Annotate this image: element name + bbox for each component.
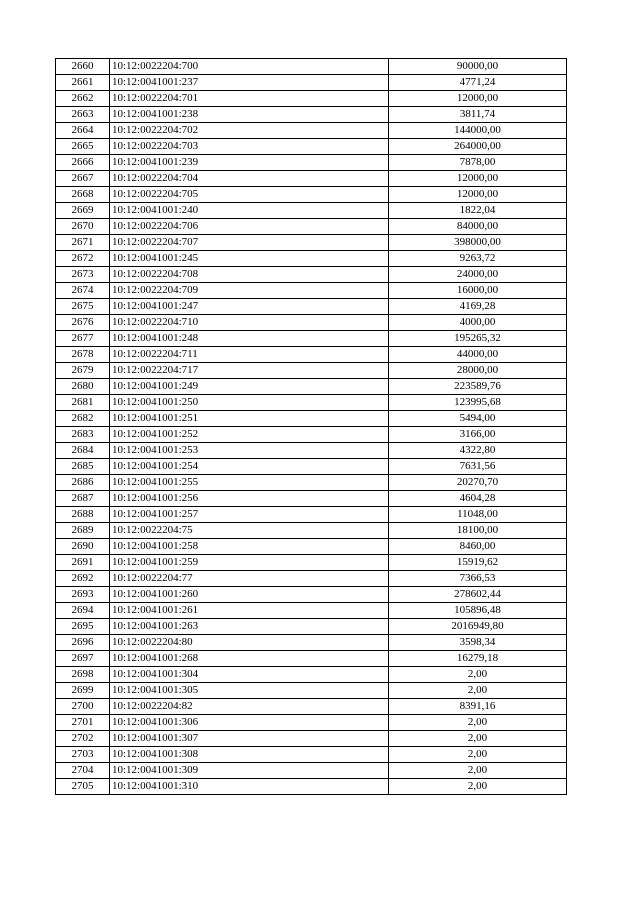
row-number-cell: 2680	[56, 379, 110, 395]
cadastral-number-cell: 10:12:0041001:259	[110, 555, 389, 571]
value-cell: 12000,00	[389, 171, 567, 187]
value-cell: 2,00	[389, 779, 567, 795]
row-number-cell: 2683	[56, 427, 110, 443]
row-number-cell: 2668	[56, 187, 110, 203]
cadastral-number-cell: 10:12:0041001:307	[110, 731, 389, 747]
cadastral-number-cell: 10:12:0041001:239	[110, 155, 389, 171]
cadastral-number-cell: 10:12:0022204:82	[110, 699, 389, 715]
table-row	[56, 507, 567, 523]
value-cell: 12000,00	[389, 91, 567, 107]
value-cell: 3598,34	[389, 635, 567, 651]
table-row	[56, 219, 567, 235]
value-cell: 195265,32	[389, 331, 567, 347]
row-number-cell: 2672	[56, 251, 110, 267]
table-row	[56, 155, 567, 171]
cadastral-number-cell: 10:12:0041001:251	[110, 411, 389, 427]
table-row	[56, 443, 567, 459]
cadastral-number-cell: 10:12:0041001:258	[110, 539, 389, 555]
row-number-cell: 2679	[56, 363, 110, 379]
value-cell: 4771,24	[389, 75, 567, 91]
table-row	[56, 267, 567, 283]
table-row	[56, 715, 567, 731]
table-row	[56, 667, 567, 683]
value-cell: 11048,00	[389, 507, 567, 523]
cadastral-number-cell: 10:12:0041001:310	[110, 779, 389, 795]
table-row	[56, 123, 567, 139]
table-row	[56, 347, 567, 363]
value-cell: 12000,00	[389, 187, 567, 203]
row-number-cell: 2685	[56, 459, 110, 475]
cadastral-number-cell: 10:12:0041001:304	[110, 667, 389, 683]
cadastral-number-cell: 10:12:0022204:701	[110, 91, 389, 107]
row-number-cell: 2670	[56, 219, 110, 235]
row-number-cell: 2665	[56, 139, 110, 155]
cadastral-number-cell: 10:12:0041001:250	[110, 395, 389, 411]
registry-table	[55, 58, 567, 795]
value-cell: 16000,00	[389, 283, 567, 299]
row-number-cell: 2663	[56, 107, 110, 123]
cadastral-number-cell: 10:12:0041001:238	[110, 107, 389, 123]
cadastral-number-cell: 10:12:0022204:703	[110, 139, 389, 155]
row-number-cell: 2675	[56, 299, 110, 315]
value-cell: 398000,00	[389, 235, 567, 251]
cadastral-number-cell: 10:12:0022204:717	[110, 363, 389, 379]
value-cell: 144000,00	[389, 123, 567, 139]
cadastral-number-cell: 10:12:0041001:255	[110, 475, 389, 491]
table-row	[56, 603, 567, 619]
value-cell: 7878,00	[389, 155, 567, 171]
cadastral-number-cell: 10:12:0041001:237	[110, 75, 389, 91]
table-row	[56, 331, 567, 347]
cadastral-number-cell: 10:12:0022204:709	[110, 283, 389, 299]
row-number-cell: 2705	[56, 779, 110, 795]
value-cell: 7631,56	[389, 459, 567, 475]
cadastral-number-cell: 10:12:0041001:245	[110, 251, 389, 267]
row-number-cell: 2674	[56, 283, 110, 299]
value-cell: 15919,62	[389, 555, 567, 571]
value-cell: 2,00	[389, 715, 567, 731]
table-row	[56, 763, 567, 779]
value-cell: 4169,28	[389, 299, 567, 315]
value-cell: 2016949,80	[389, 619, 567, 635]
value-cell: 2,00	[389, 667, 567, 683]
value-cell: 3811,74	[389, 107, 567, 123]
cadastral-number-cell: 10:12:0022204:700	[110, 59, 389, 75]
table-row	[56, 699, 567, 715]
table-row	[56, 523, 567, 539]
cadastral-number-cell: 10:12:0041001:309	[110, 763, 389, 779]
table-row	[56, 171, 567, 187]
cadastral-number-cell: 10:12:0041001:261	[110, 603, 389, 619]
table-row	[56, 139, 567, 155]
table-row	[56, 315, 567, 331]
table-row	[56, 91, 567, 107]
row-number-cell: 2676	[56, 315, 110, 331]
table-row	[56, 395, 567, 411]
cadastral-number-cell: 10:12:0022204:708	[110, 267, 389, 283]
table-row	[56, 571, 567, 587]
table-row	[56, 779, 567, 795]
cadastral-number-cell: 10:12:0022204:80	[110, 635, 389, 651]
row-number-cell: 2690	[56, 539, 110, 555]
cadastral-number-cell: 10:12:0041001:257	[110, 507, 389, 523]
cadastral-number-cell: 10:12:0041001:260	[110, 587, 389, 603]
table-row	[56, 683, 567, 699]
value-cell: 7366,53	[389, 571, 567, 587]
row-number-cell: 2703	[56, 747, 110, 763]
cadastral-number-cell: 10:12:0041001:306	[110, 715, 389, 731]
row-number-cell: 2660	[56, 59, 110, 75]
cadastral-number-cell: 10:12:0041001:254	[110, 459, 389, 475]
row-number-cell: 2686	[56, 475, 110, 491]
table-row	[56, 651, 567, 667]
row-number-cell: 2687	[56, 491, 110, 507]
value-cell: 20270,70	[389, 475, 567, 491]
value-cell: 16279,18	[389, 651, 567, 667]
table-row	[56, 491, 567, 507]
table-row	[56, 379, 567, 395]
value-cell: 28000,00	[389, 363, 567, 379]
row-number-cell: 2681	[56, 395, 110, 411]
value-cell: 264000,00	[389, 139, 567, 155]
table-row	[56, 539, 567, 555]
value-cell: 223589,76	[389, 379, 567, 395]
row-number-cell: 2695	[56, 619, 110, 635]
value-cell: 5494,00	[389, 411, 567, 427]
value-cell: 44000,00	[389, 347, 567, 363]
row-number-cell: 2667	[56, 171, 110, 187]
value-cell: 4000,00	[389, 315, 567, 331]
row-number-cell: 2666	[56, 155, 110, 171]
cadastral-number-cell: 10:12:0041001:263	[110, 619, 389, 635]
row-number-cell: 2689	[56, 523, 110, 539]
row-number-cell: 2661	[56, 75, 110, 91]
cadastral-number-cell: 10:12:0041001:253	[110, 443, 389, 459]
cadastral-number-cell: 10:12:0022204:706	[110, 219, 389, 235]
row-number-cell: 2692	[56, 571, 110, 587]
table-row	[56, 635, 567, 651]
row-number-cell: 2702	[56, 731, 110, 747]
cadastral-number-cell: 10:12:0041001:268	[110, 651, 389, 667]
table-row	[56, 235, 567, 251]
table-row	[56, 587, 567, 603]
table-row	[56, 283, 567, 299]
value-cell: 4322,80	[389, 443, 567, 459]
row-number-cell: 2671	[56, 235, 110, 251]
cadastral-number-cell: 10:12:0041001:252	[110, 427, 389, 443]
table-row	[56, 107, 567, 123]
row-number-cell: 2677	[56, 331, 110, 347]
row-number-cell: 2664	[56, 123, 110, 139]
value-cell: 2,00	[389, 731, 567, 747]
row-number-cell: 2699	[56, 683, 110, 699]
value-cell: 3166,00	[389, 427, 567, 443]
table-row	[56, 555, 567, 571]
row-number-cell: 2662	[56, 91, 110, 107]
value-cell: 24000,00	[389, 267, 567, 283]
row-number-cell: 2684	[56, 443, 110, 459]
value-cell: 1822,04	[389, 203, 567, 219]
value-cell: 2,00	[389, 683, 567, 699]
value-cell: 8391,16	[389, 699, 567, 715]
value-cell: 2,00	[389, 747, 567, 763]
value-cell: 8460,00	[389, 539, 567, 555]
value-cell: 18100,00	[389, 523, 567, 539]
cadastral-number-cell: 10:12:0041001:249	[110, 379, 389, 395]
row-number-cell: 2697	[56, 651, 110, 667]
value-cell: 4604,28	[389, 491, 567, 507]
row-number-cell: 2698	[56, 667, 110, 683]
cadastral-number-cell: 10:12:0022204:77	[110, 571, 389, 587]
row-number-cell: 2678	[56, 347, 110, 363]
table-row	[56, 203, 567, 219]
row-number-cell: 2691	[56, 555, 110, 571]
table-row	[56, 475, 567, 491]
row-number-cell: 2673	[56, 267, 110, 283]
value-cell: 105896,48	[389, 603, 567, 619]
cadastral-number-cell: 10:12:0041001:256	[110, 491, 389, 507]
cadastral-number-cell: 10:12:0022204:75	[110, 523, 389, 539]
cadastral-number-cell: 10:12:0022204:711	[110, 347, 389, 363]
table-row	[56, 459, 567, 475]
value-cell: 2,00	[389, 763, 567, 779]
row-number-cell: 2700	[56, 699, 110, 715]
value-cell: 84000,00	[389, 219, 567, 235]
cadastral-number-cell: 10:12:0041001:305	[110, 683, 389, 699]
table-row	[56, 363, 567, 379]
row-number-cell: 2696	[56, 635, 110, 651]
cadastral-number-cell: 10:12:0022204:710	[110, 315, 389, 331]
value-cell: 90000,00	[389, 59, 567, 75]
cadastral-number-cell: 10:12:0041001:308	[110, 747, 389, 763]
cadastral-number-cell: 10:12:0022204:702	[110, 123, 389, 139]
table-row	[56, 731, 567, 747]
row-number-cell: 2669	[56, 203, 110, 219]
cadastral-number-cell: 10:12:0022204:704	[110, 171, 389, 187]
cadastral-number-cell: 10:12:0041001:248	[110, 331, 389, 347]
value-cell: 9263,72	[389, 251, 567, 267]
cadastral-number-cell: 10:12:0022204:707	[110, 235, 389, 251]
table-row	[56, 59, 567, 75]
row-number-cell: 2688	[56, 507, 110, 523]
table-row	[56, 299, 567, 315]
row-number-cell: 2701	[56, 715, 110, 731]
table-row	[56, 251, 567, 267]
table-row	[56, 187, 567, 203]
row-number-cell: 2682	[56, 411, 110, 427]
table-row	[56, 75, 567, 91]
row-number-cell: 2694	[56, 603, 110, 619]
cadastral-number-cell: 10:12:0022204:705	[110, 187, 389, 203]
row-number-cell: 2693	[56, 587, 110, 603]
value-cell: 278602,44	[389, 587, 567, 603]
table-row	[56, 747, 567, 763]
registry-table-body	[56, 59, 567, 795]
cadastral-number-cell: 10:12:0041001:240	[110, 203, 389, 219]
table-row	[56, 411, 567, 427]
table-row	[56, 619, 567, 635]
value-cell: 123995,68	[389, 395, 567, 411]
table-row	[56, 427, 567, 443]
cadastral-number-cell: 10:12:0041001:247	[110, 299, 389, 315]
row-number-cell: 2704	[56, 763, 110, 779]
